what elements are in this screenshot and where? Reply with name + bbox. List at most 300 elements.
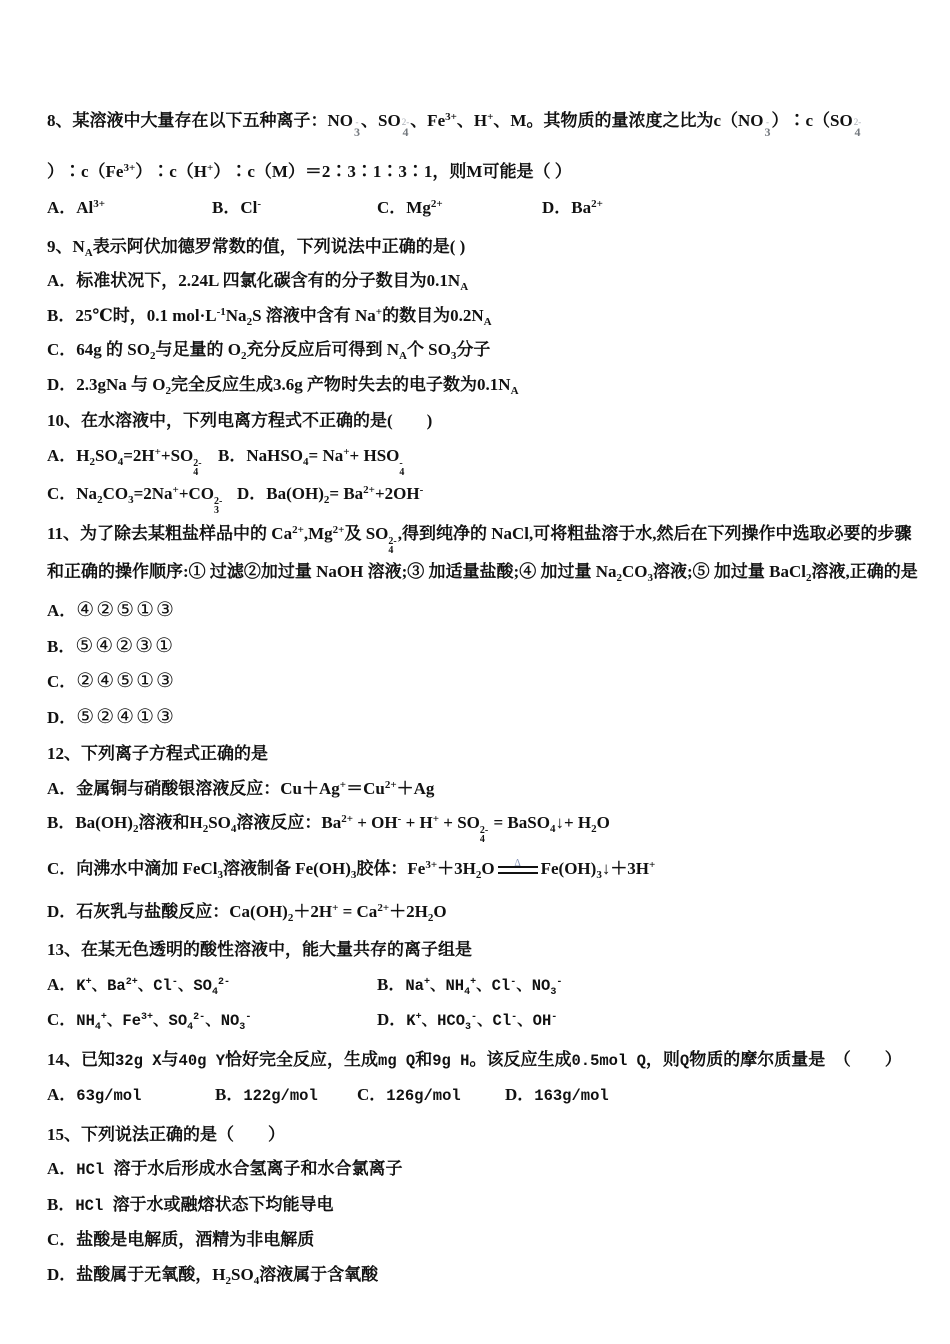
text-segment: Q <box>679 1051 690 1070</box>
text-segment: ↓+ H <box>555 813 592 832</box>
question-12-row-2 <box>47 772 908 807</box>
option-cell <box>377 191 542 226</box>
option-cell <box>505 1078 908 1114</box>
text-segment: 13、在某无色透明的酸性溶液中，能大量共存的离子组是 <box>47 940 472 959</box>
text-segment: - <box>419 483 424 496</box>
question-14-row-2 <box>47 1078 908 1114</box>
text-segment: + <box>470 976 477 988</box>
text-segment: D．石灰乳与盐酸反应：Ca(OH) <box>47 901 288 921</box>
question-11-row-5 <box>47 664 908 700</box>
option-cell <box>377 1003 908 1039</box>
text-segment: 4 <box>253 1274 260 1287</box>
text-segment: 、H <box>456 111 488 130</box>
ion-charge-stack <box>765 118 771 138</box>
text-segment: 溶于水后形成水合氢离子和水合氯离子 <box>113 1159 403 1178</box>
question-10-row-1 <box>47 404 908 439</box>
text-segment: 11、为了除去某粗盐样品中的 Ca <box>47 523 293 543</box>
question-13-row-1 <box>47 933 908 968</box>
text-segment: 2 <box>427 911 434 924</box>
text-segment: A． <box>47 974 77 994</box>
text-segment: 物质的摩尔质量是 （ ） <box>689 1049 902 1069</box>
superscript-label: 2- <box>388 535 397 547</box>
subscript-label: 4 <box>388 544 394 556</box>
text-segment: + <box>423 976 430 988</box>
text-segment: 、Fe <box>410 111 446 130</box>
text-segment: ,Mg <box>303 523 333 543</box>
text-segment: D．Ba(OH) <box>237 483 324 503</box>
question-8 <box>47 104 908 226</box>
text-segment: 2 <box>591 823 597 835</box>
text-segment: B．NaHSO <box>218 445 304 465</box>
text-segment: 、SO <box>153 1012 188 1030</box>
option-cell <box>237 477 908 515</box>
superscript-label: - <box>399 457 403 469</box>
text-segment: = Ba <box>329 483 364 503</box>
text-segment: 、SO <box>361 111 401 130</box>
text-segment: HCl <box>75 1196 113 1215</box>
text-segment: ,得到纯净的 NaCl,可将粗盐溶于水,然后在下列操作中选取必要的步骤 <box>397 523 912 543</box>
text-segment: 和正确的操作顺序:① 过滤②加过量 NaOH 溶液;③ 加适量盐酸;④ 加过量 Na <box>47 561 617 581</box>
ion-charge-stack <box>854 118 862 138</box>
text-segment: + <box>649 859 656 871</box>
text-segment: C．64g 的 SO <box>47 340 150 359</box>
text-segment: ）∶c（Fe <box>47 161 124 181</box>
option-cell <box>47 191 212 226</box>
question-10-row-2 <box>47 439 908 477</box>
charge-label: 2- <box>401 117 410 127</box>
text-segment: 2 <box>805 571 812 584</box>
option-cell <box>542 191 908 226</box>
text-segment: ②④⑤①③ <box>76 670 176 692</box>
text-segment: - <box>511 1012 518 1023</box>
text-segment: 32g X <box>115 1051 162 1070</box>
question-11-row-1 <box>47 517 912 556</box>
text-segment: - <box>556 976 563 988</box>
text-segment: 2 <box>97 493 103 506</box>
text-segment: A． <box>47 601 77 620</box>
text-segment: D．Ba <box>542 198 592 217</box>
text-segment: + <box>100 1012 107 1023</box>
text-segment: B． <box>377 974 406 994</box>
question-12-row-5 <box>47 895 908 930</box>
text-segment: 3 <box>128 493 134 506</box>
question-9-row-4 <box>47 333 908 368</box>
text-segment: 2+ <box>332 523 345 536</box>
text-segment: 3+ <box>425 859 438 871</box>
text-segment: O <box>596 813 610 832</box>
text-segment: ）∶c（H <box>135 161 208 181</box>
text-segment: 3 <box>350 869 357 881</box>
text-segment: 和 <box>415 1049 433 1069</box>
text-segment: 3 <box>647 571 653 584</box>
question-12-row-1 <box>47 737 908 772</box>
text-segment: 充分反应后可得到 N <box>246 340 399 359</box>
text-segment: CO <box>102 483 129 503</box>
text-segment: 、Ba <box>91 976 126 995</box>
question-9-row-2 <box>47 264 908 299</box>
text-segment: 2 <box>202 823 209 835</box>
text-segment: Fe(OH) <box>540 859 597 878</box>
text-segment: D．2.3gNa 与 O <box>47 374 166 394</box>
option-cell <box>47 1003 377 1039</box>
text-segment: 3 <box>217 869 223 881</box>
text-segment: 、NO <box>205 1012 240 1030</box>
text-segment: 溶液;⑤ 加过量 BaCl <box>652 561 806 581</box>
text-segment: ＋Ag <box>396 778 435 798</box>
text-segment: 2+ <box>591 198 603 210</box>
text-segment: 3 <box>550 986 557 998</box>
question-15-row-1 <box>47 1118 908 1153</box>
text-segment: C． <box>47 1010 77 1029</box>
text-segment: + <box>332 901 339 914</box>
text-segment: +CO <box>178 483 214 503</box>
text-segment: C．盐酸是电解质，酒精为非电解质 <box>47 1230 315 1249</box>
option-cell <box>47 968 377 1004</box>
question-15-row-4 <box>47 1223 908 1258</box>
text-segment: B．25℃时，0.1 mol·L <box>47 305 217 325</box>
text-segment: mg Q <box>378 1051 416 1070</box>
text-segment: 163g/mol <box>534 1087 609 1105</box>
text-segment: 2+ <box>384 778 397 791</box>
text-segment: 2 <box>323 493 330 506</box>
text-segment: 63g/mol <box>76 1087 142 1105</box>
text-segment: 4 <box>94 1022 101 1033</box>
charge-label: - <box>355 117 359 127</box>
text-segment: 恰好完全反应，生成 <box>225 1049 379 1069</box>
text-segment: - <box>551 1012 558 1023</box>
text-segment: ＋3H <box>437 859 476 878</box>
text-segment: B． <box>47 1194 76 1214</box>
text-segment: = Ca <box>338 901 378 921</box>
text-segment: 15、下列说法正确的是（ ） <box>47 1124 285 1144</box>
text-segment: 12、下列离子方程式正确的是 <box>47 744 268 763</box>
charge-label: - <box>766 117 770 127</box>
question-15-row-3 <box>47 1188 908 1224</box>
question-9-row-1 <box>47 230 908 265</box>
text-segment: - <box>397 813 402 825</box>
text-segment: + <box>415 1012 422 1023</box>
text-segment: 、SO <box>177 976 212 995</box>
heated-equals-icon <box>496 858 540 876</box>
text-segment: + H <box>401 813 433 832</box>
text-segment: - <box>171 976 178 988</box>
text-segment: D． <box>47 707 77 727</box>
text-segment: 分子 <box>456 340 491 359</box>
text-segment: =2Na <box>133 483 173 503</box>
text-segment: 2 <box>89 455 95 468</box>
text-segment: CO <box>621 561 648 581</box>
text-segment: + <box>207 161 214 174</box>
text-segment: NH <box>76 1012 95 1030</box>
text-segment: 2 <box>475 869 482 881</box>
subscript-label: 4 <box>479 834 485 845</box>
text-segment: C． <box>357 1085 387 1104</box>
text-segment: ，则 <box>645 1049 680 1069</box>
text-segment: A <box>398 350 407 362</box>
option-cell <box>47 1078 215 1114</box>
text-segment: 4 <box>187 1022 194 1033</box>
text-segment: A．Al <box>47 198 94 217</box>
stacked-subsup <box>193 459 201 477</box>
text-segment: + OH <box>353 813 398 832</box>
text-segment: 、Cl <box>137 976 172 995</box>
option-cell <box>212 191 377 226</box>
question-10 <box>47 404 908 515</box>
text-segment: C． <box>47 672 77 691</box>
option-cell <box>357 1078 505 1114</box>
question-9 <box>47 230 908 403</box>
text-segment: ＝Cu <box>346 778 385 798</box>
text-segment: 9g H <box>432 1051 470 1070</box>
text-segment: 溶液和H <box>138 813 203 832</box>
question-13 <box>47 933 908 1039</box>
stacked-subsup <box>388 537 396 555</box>
question-11 <box>47 517 918 736</box>
option-cell <box>47 439 218 477</box>
text-segment: 、NO <box>516 976 551 995</box>
text-segment: SO <box>208 813 231 832</box>
text-segment: 2+ <box>292 523 304 536</box>
question-14-row-1 <box>47 1043 908 1079</box>
text-segment: 2 <box>616 571 622 584</box>
text-segment: 溶液制备 Fe(OH) <box>222 859 351 878</box>
text-segment: + <box>487 111 494 123</box>
question-15 <box>47 1118 908 1293</box>
question-8-row-3 <box>47 191 908 226</box>
text-segment: 及 SO <box>344 523 389 543</box>
stacked-subsup <box>480 826 488 844</box>
question-11-row-2 <box>47 555 918 590</box>
text-segment: - <box>257 198 262 210</box>
question-11-row-6 <box>47 700 908 736</box>
text-segment: 表示阿伏加德罗常数的值，下列说法中正确的是( ) <box>92 236 466 256</box>
atom-count-label: 3 <box>764 125 771 139</box>
question-9-row-5 <box>47 368 908 403</box>
text-segment: - <box>245 1012 252 1023</box>
text-segment: 2+ <box>377 901 390 914</box>
text-segment: D． <box>377 1010 407 1029</box>
question-11-row-3 <box>47 593 908 629</box>
text-segment: 与 <box>161 1049 179 1069</box>
text-segment: A． <box>47 1085 77 1104</box>
text-segment: 胶体：Fe <box>356 859 426 878</box>
text-segment: 2 <box>246 315 253 328</box>
text-segment: + <box>339 778 347 791</box>
text-segment: = BaSO <box>489 813 550 832</box>
text-segment: 2+ <box>363 483 375 496</box>
text-segment: 2 <box>287 911 294 924</box>
text-segment: B． <box>47 636 76 656</box>
question-12-row-3 <box>47 806 908 844</box>
option-cell <box>47 477 237 515</box>
question-15-row-2 <box>47 1152 908 1188</box>
text-segment: S 溶液中含有 Na <box>252 305 376 325</box>
text-segment: 4 <box>211 986 218 998</box>
text-segment: C．Na <box>47 483 98 503</box>
subscript-label: 4 <box>193 466 199 478</box>
text-segment: 2 <box>165 384 172 397</box>
superscript-label: 2- <box>214 495 223 507</box>
text-segment: ）∶c（M）＝2∶3∶1∶3∶1，则M可能是（ ） <box>213 161 572 181</box>
text-segment: 9、N <box>47 236 85 256</box>
subscript-label: 4 <box>399 466 405 478</box>
text-segment: + <box>432 813 440 825</box>
text-segment: 3 <box>450 350 457 362</box>
text-segment: - <box>471 1012 478 1023</box>
text-segment: + <box>85 976 92 988</box>
text-segment: 2+ <box>430 198 443 210</box>
text-segment: ④②⑤①③ <box>76 599 176 621</box>
text-segment: B．Cl <box>212 198 258 217</box>
text-segment: 2 <box>132 823 139 835</box>
text-segment: A <box>460 281 469 293</box>
text-segment: ＋2H <box>293 901 333 921</box>
text-segment: + SO <box>439 813 480 832</box>
question-8-row-2 <box>47 155 908 190</box>
text-segment: 、HCO <box>421 1012 466 1030</box>
text-segment: Na <box>225 305 247 325</box>
question-15-row-5 <box>47 1258 908 1293</box>
text-segment: ＋2H <box>389 901 428 921</box>
text-segment: + <box>343 445 350 458</box>
option-cell <box>215 1078 357 1114</box>
ion-charge-stack <box>354 118 360 138</box>
text-segment: C．向沸水中滴加 FeCl <box>47 859 218 878</box>
text-segment: 、OH <box>517 1012 552 1030</box>
ion-charge-stack <box>402 118 410 138</box>
text-segment: A <box>510 384 519 397</box>
text-segment: 3+ <box>445 111 457 123</box>
text-segment: 2 <box>225 1274 231 1287</box>
text-segment: 3+ <box>123 161 136 174</box>
text-segment: SO <box>231 1264 254 1284</box>
text-segment: 2+ <box>125 976 138 988</box>
text-segment: 、Fe <box>106 1012 142 1030</box>
question-12 <box>47 737 908 929</box>
text-segment: +SO <box>160 445 194 465</box>
text-segment: 4 <box>230 823 237 835</box>
text-segment: 2- <box>193 1012 206 1023</box>
text-segment: SO <box>95 445 118 465</box>
text-segment: 4 <box>549 823 556 835</box>
text-segment: = Na <box>308 445 344 465</box>
text-segment: 122g/mol <box>243 1087 318 1105</box>
superscript-label: 2- <box>479 825 489 836</box>
question-10-row-3 <box>47 477 908 515</box>
text-segment: 4 <box>464 986 471 998</box>
text-segment: 个 SO <box>406 340 451 359</box>
double-line <box>498 866 538 874</box>
text-segment: 4 <box>117 455 124 468</box>
text-segment: 。该反应生成 <box>469 1049 572 1069</box>
text-segment: 完全反应生成3.6g 产物时失去的电子数为0.1N <box>171 374 511 394</box>
text-segment: 126g/mol <box>386 1087 461 1105</box>
text-segment: ↓＋3H <box>601 859 650 878</box>
text-segment: ）∶c（SO <box>771 111 853 130</box>
text-segment: 10、在水溶液中，下列电离方程式不正确的是( ) <box>47 411 433 430</box>
stacked-subsup <box>399 459 404 477</box>
superscript-label: 2- <box>193 457 202 469</box>
text-segment: + HSO <box>349 445 400 465</box>
option-cell <box>218 439 908 477</box>
text-segment: K <box>406 1012 416 1030</box>
text-segment: +2OH <box>374 483 420 503</box>
text-segment: -1 <box>216 305 226 318</box>
text-segment: 2- <box>217 976 230 988</box>
text-segment: D．盐酸属于无氧酸，H <box>47 1264 226 1284</box>
text-segment: + <box>375 305 383 318</box>
text-segment: ⑤④②③① <box>75 634 175 657</box>
text-segment: 40g Y <box>178 1051 226 1070</box>
question-8-row-1 <box>47 104 908 139</box>
text-segment: ⑤②④①③ <box>76 705 176 728</box>
text-segment: D． <box>505 1085 535 1104</box>
text-segment: O <box>433 901 447 921</box>
text-segment: 3 <box>596 869 602 881</box>
text-segment: 8、某溶液中大量存在以下五种离子：NO <box>47 111 353 130</box>
text-segment: 3+ <box>93 198 106 210</box>
stacked-subsup <box>214 497 222 515</box>
text-segment: O <box>481 859 495 878</box>
text-segment: A．标准状况下，2.24L 四氯化碳含有的分子数目为0.1N <box>47 271 461 290</box>
text-segment: A． <box>47 1159 77 1178</box>
text-segment: HCl <box>76 1161 114 1179</box>
text-segment: 2 <box>149 350 156 362</box>
text-segment: 、M。其物质的量浓度之比为c（NO <box>493 111 764 130</box>
text-segment: =2H <box>123 445 155 465</box>
option-cell <box>377 968 908 1004</box>
atom-count-label: 4 <box>854 125 861 139</box>
subscript-label: 3 <box>214 504 219 516</box>
text-segment: C．Mg <box>377 198 431 217</box>
text-segment: 溶液属于含氧酸 <box>259 1264 379 1284</box>
question-14 <box>47 1043 908 1114</box>
text-segment: A．金属铜与硝酸银溶液反应：Cu＋Ag <box>47 778 340 798</box>
text-segment: 、NH <box>429 976 465 995</box>
question-13-row-2 <box>47 968 908 1004</box>
text-segment: 、Cl <box>477 1012 512 1030</box>
text-segment: Na <box>405 976 424 995</box>
delta-symbol: Δ <box>514 858 521 869</box>
text-segment: 3 <box>465 1022 472 1033</box>
question-9-row-3 <box>47 299 908 334</box>
text-segment: 3 <box>239 1022 246 1033</box>
question-13-row-3 <box>47 1003 908 1039</box>
question-11-row-4 <box>47 629 908 665</box>
text-segment: 4 <box>303 455 309 468</box>
text-segment: 溶液反应：Ba <box>236 813 342 832</box>
atom-count-label: 4 <box>402 125 409 139</box>
charge-label: 2- <box>853 117 862 127</box>
text-segment: B．Ba(OH) <box>47 813 133 832</box>
text-segment: A <box>483 315 492 328</box>
text-segment: + <box>172 483 179 496</box>
text-segment: K <box>76 976 86 995</box>
text-segment: 3+ <box>141 1012 154 1023</box>
text-segment: 溶于水或融熔状态下均能导电 <box>112 1194 334 1214</box>
question-12-row-4 <box>47 852 908 887</box>
text-segment: 的数目为0.2N <box>382 305 484 325</box>
text-segment: 、Cl <box>476 976 511 995</box>
text-segment: 2+ <box>341 813 353 825</box>
text-segment: - <box>510 976 517 988</box>
text-segment: 溶液,正确的是 <box>811 561 918 581</box>
text-segment: 0.5mol Q <box>571 1051 646 1070</box>
text-segment: A <box>84 246 93 259</box>
text-segment: 2 <box>240 350 247 362</box>
text-segment: 与足量的 O <box>155 340 241 359</box>
text-segment: 14、已知 <box>47 1049 115 1069</box>
